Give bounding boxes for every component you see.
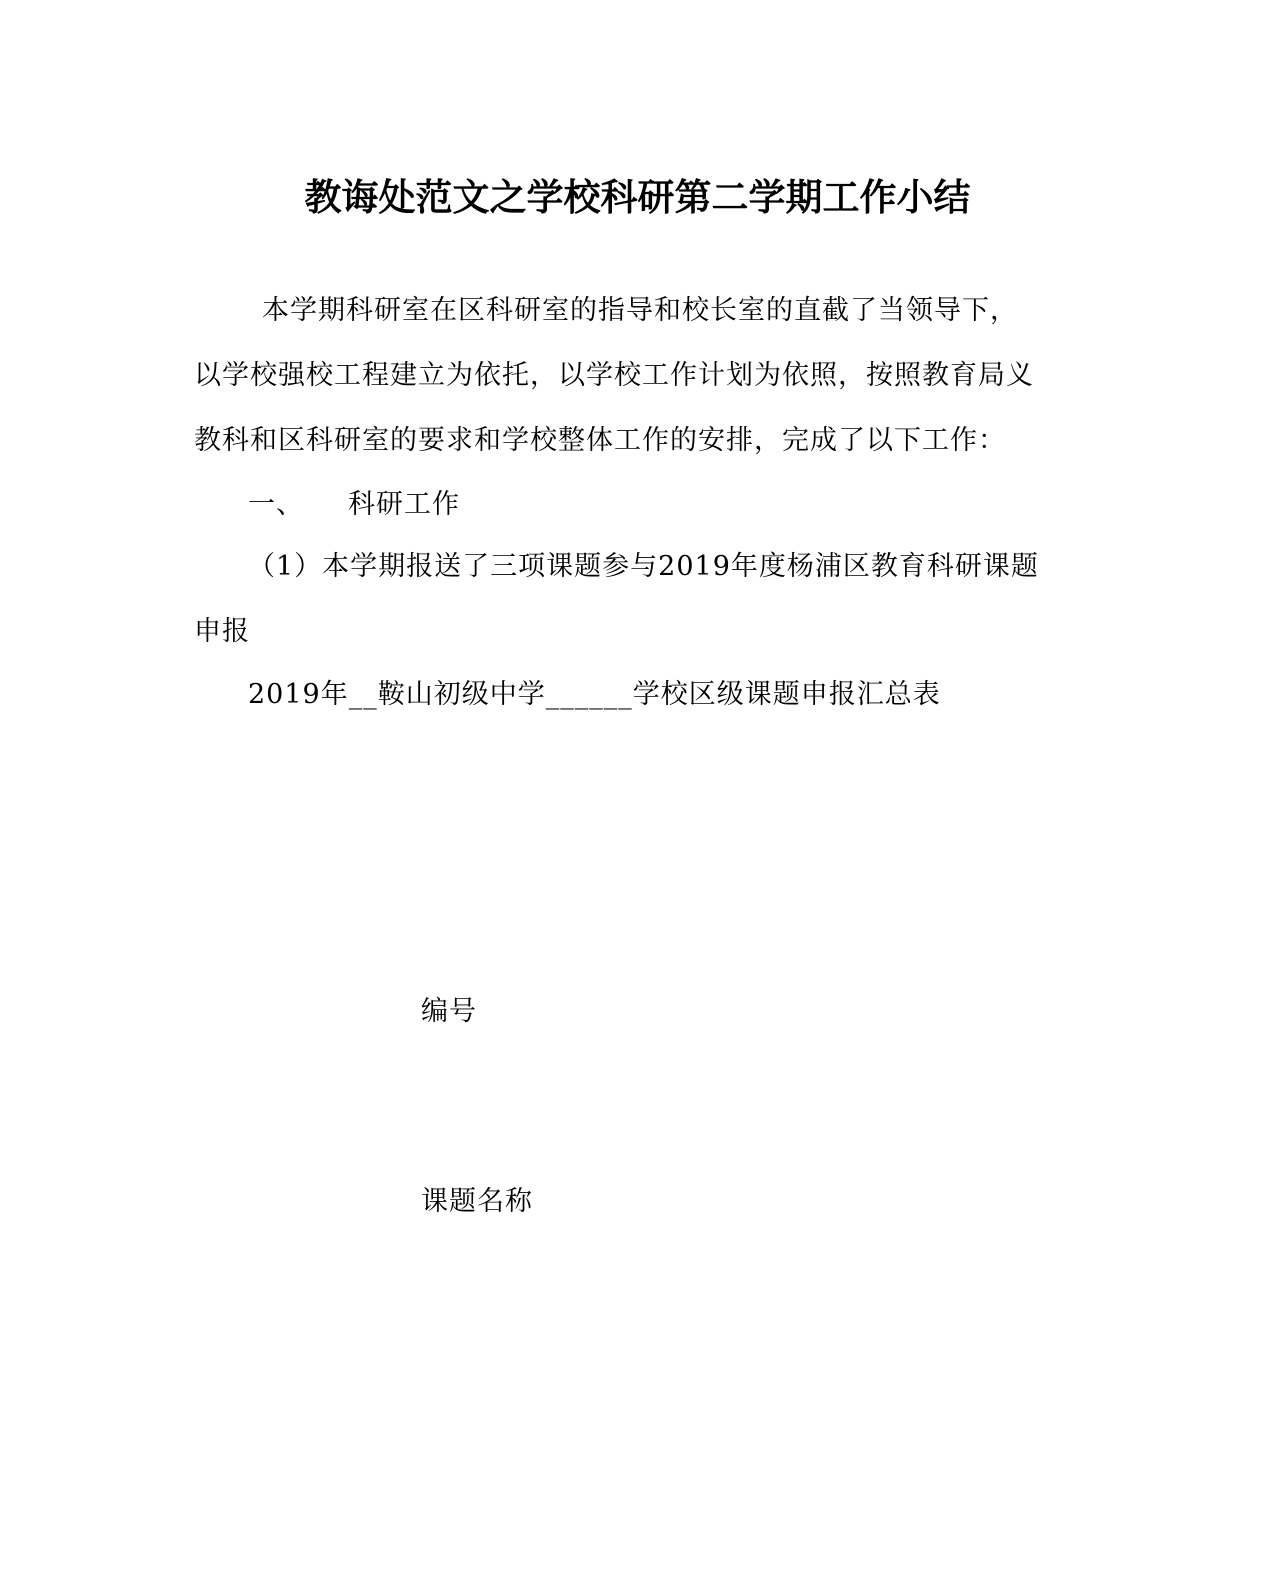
section-title: 科研工作	[348, 489, 460, 520]
item-line: 申报	[194, 616, 250, 647]
intro-paragraph	[194, 278, 1064, 473]
intro-line: 本学期科研室在区科研室的指导和校长室的直截了当领导下，	[262, 295, 1018, 326]
item-line: （1）本学期报送了三项课题参与2019年度杨浦区教育科研课题	[248, 551, 1039, 582]
table-label-number: 编号	[421, 996, 477, 1027]
table-label-topic-name: 课题名称	[421, 1186, 533, 1217]
section-heading	[194, 472, 1064, 537]
table-caption-text: 2019年__鞍山初级中学______学校区级课题申报汇总表	[248, 679, 941, 710]
item-paragraph	[194, 534, 1064, 664]
section-number: 一、	[248, 489, 304, 520]
intro-line: 以学校强校工程建立为依托，以学校工作计划为依照，按照教育局义	[194, 360, 1034, 391]
intro-line: 教科和区科研室的要求和学校整体工作的安排，完成了以下工作：	[194, 425, 1006, 456]
table-caption	[194, 662, 1064, 727]
document-title: 教诲处范文之学校科研第二学期工作小结	[304, 175, 971, 219]
